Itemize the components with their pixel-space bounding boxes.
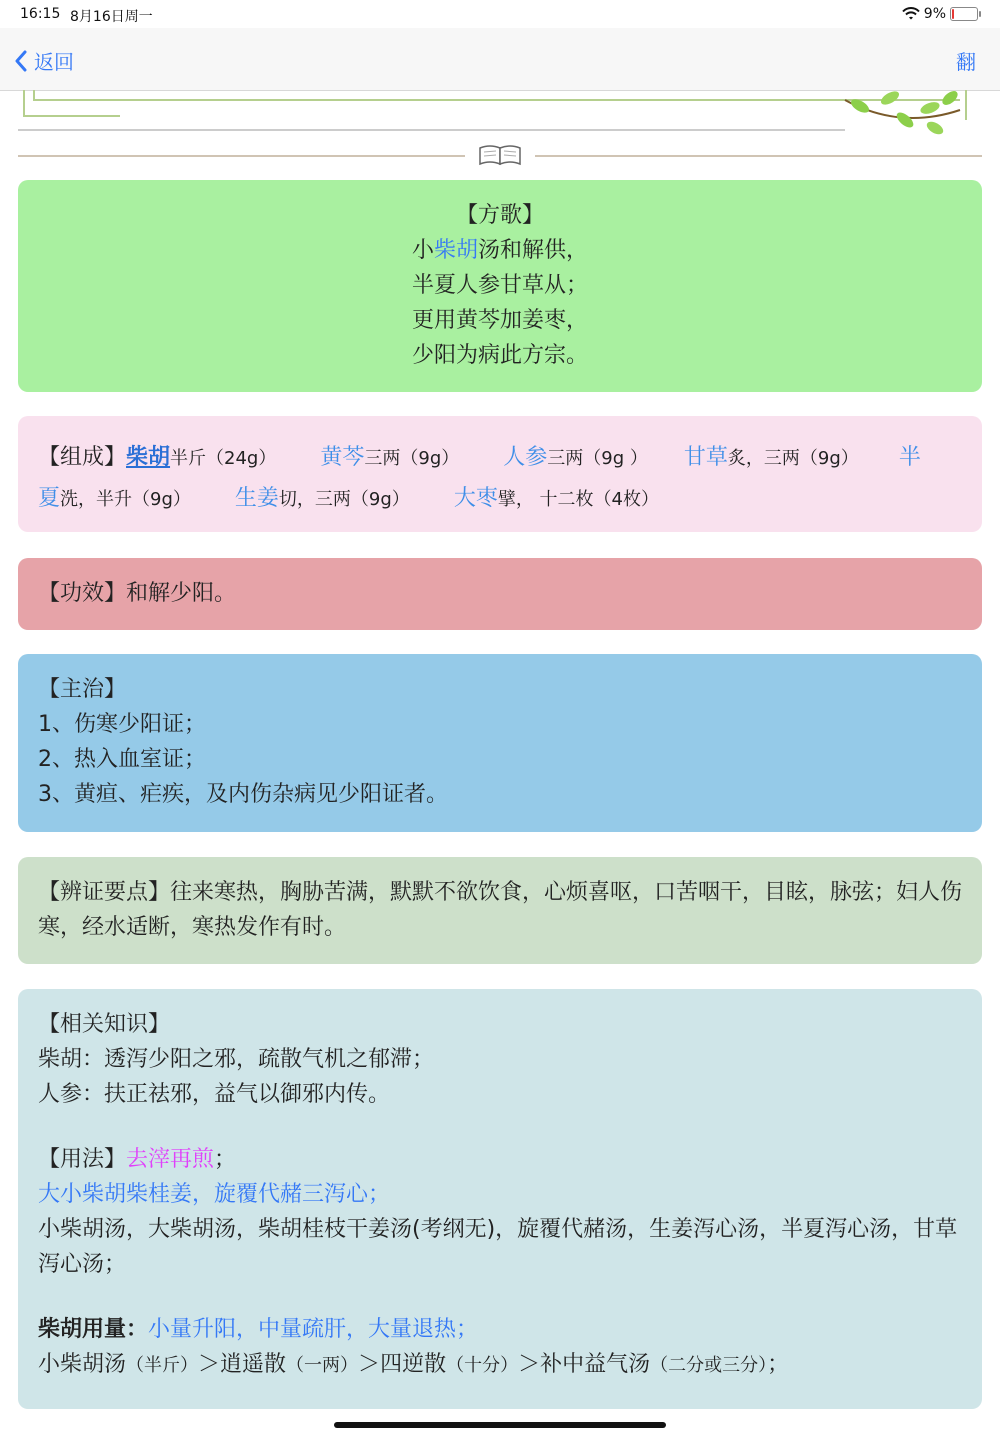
compare-amount: （半斤） — [126, 1355, 199, 1376]
book-icon — [480, 146, 520, 164]
battery-fill — [952, 9, 954, 19]
leaf-branch-icon — [845, 90, 960, 137]
status-indicators — [902, 6, 978, 22]
compare-amount: （二分或三分） — [650, 1355, 768, 1376]
status-bar — [0, 0, 1000, 28]
zhishi-line-2: 人参：扶正祛邪，益气以御邪内传。 — [38, 1082, 391, 1107]
fangge-line-3: 更用黄芩加姜枣， — [411, 308, 588, 333]
herb-link-banxia-part2[interactable]: 夏 — [38, 486, 61, 511]
zucheng-row-2 — [38, 479, 962, 520]
zhuzhi-item: 3、黄疸、疟疾，及内伤杂病见少阳证者。 — [38, 782, 448, 807]
compare-line — [38, 1347, 962, 1383]
fangge-line-2: 半夏人参甘草从； — [411, 273, 588, 298]
herb-dose: 半斤（24g） — [170, 448, 277, 469]
herb-link-renshen[interactable]: 人参 — [503, 445, 548, 470]
translate-button[interactable]: 翻 — [956, 50, 976, 74]
compare-formula: 小柴胡汤 — [38, 1352, 127, 1377]
herb-link-gancao[interactable]: 甘草 — [683, 445, 728, 470]
herb-link-banxia-part1[interactable]: 半 — [898, 445, 921, 470]
compare-amount: （一两） — [286, 1355, 359, 1376]
zhuzhi-item: 2、热入血室证； — [38, 747, 206, 772]
status-time: 16:15 — [20, 6, 61, 22]
back-button[interactable] — [14, 46, 74, 75]
fangge-title: 【方歌】 — [455, 203, 544, 228]
compare-separator: ＞ — [358, 1352, 381, 1377]
zucheng-label: 【组成】 — [38, 445, 127, 470]
zhuzhi-title: 【主治】 — [38, 677, 127, 702]
header-decoration — [0, 90, 1000, 168]
herb-dose: 三两（9g） — [364, 448, 460, 469]
chaihu-link[interactable]: 柴胡 — [433, 238, 478, 263]
herb-dose: 擘， 十二枚（4枚） — [497, 489, 660, 510]
zhuzhi-card — [18, 654, 982, 832]
herb-dose: 洗，半升（9g） — [60, 489, 191, 510]
wifi-icon — [902, 7, 920, 21]
fangge-line-4: 少阳为病此方宗。 — [411, 343, 588, 368]
back-label: 返回 — [34, 50, 74, 74]
chevron-left-icon — [14, 50, 28, 72]
dosage-text: 小量升阳，中量疏肝，大量退热； — [148, 1317, 479, 1342]
gongxiao-card — [18, 558, 982, 630]
usage-line: 【用法】去滓再煎； — [38, 1147, 237, 1172]
home-indicator[interactable] — [334, 1422, 666, 1428]
zhishi-title: 【相关知识】 — [38, 1012, 171, 1037]
herb-link-huangqin[interactable]: 黄芩 — [320, 445, 365, 470]
usage-label: 【用法】 — [38, 1147, 127, 1172]
compare-separator: ＞ — [518, 1352, 541, 1377]
usage-highlight: 去滓再煎 — [126, 1147, 215, 1172]
gongxiao-text: 【功效】和解少阳。 — [38, 581, 237, 606]
dosage-label: 柴胡用量： — [38, 1317, 149, 1342]
nav-bar — [0, 28, 1000, 91]
mnemonic-line: 大小柴胡柴桂姜，旋覆代赭三泻心； — [38, 1182, 391, 1207]
fangge-line-1: 小柴胡汤和解供， — [411, 238, 589, 263]
battery-percent: 9% — [923, 6, 946, 22]
zhuzhi-item: 1、伤寒少阳证； — [38, 712, 206, 737]
compare-formula: 补中益气汤 — [540, 1352, 651, 1377]
herb-dose: 炙，三两（9g） — [727, 448, 859, 469]
dosage-line — [38, 1312, 962, 1347]
zhishi-line-1: 柴胡：透泻少阳之邪，疏散气机之郁滞； — [38, 1047, 435, 1072]
herb-link-shengjiang[interactable]: 生姜 — [234, 486, 279, 511]
compare-formula: 逍遥散 — [220, 1352, 287, 1377]
battery-icon — [950, 7, 978, 21]
bianzheng-text: 【辨证要点】往来寒热，胸胁苦满，默默不欲饮食，心烦喜呕，口苦咽干，目眩，脉弦；妇人伤寒，经水适断，寒热发作有时。 — [38, 880, 963, 940]
zucheng-card — [18, 416, 982, 532]
compare-amount: （十分） — [446, 1355, 519, 1376]
compare-formula: 四逆散 — [380, 1352, 447, 1377]
formulas-line: 小柴胡汤，大柴胡汤，柴胡桂枝干姜汤(考纲无)，旋覆代赭汤，生姜泻心汤，半夏泻心汤，甘草泻心汤； — [38, 1217, 958, 1277]
zucheng-row-1 — [38, 438, 962, 479]
status-date: 8月16日周一 — [70, 9, 153, 25]
compare-separator: ＞ — [198, 1352, 221, 1377]
herb-dose: 三两（9g ） — [547, 448, 648, 469]
herb-dose: 切，三两（9g） — [278, 489, 410, 510]
herb-link-dazao[interactable]: 大枣 — [453, 486, 498, 511]
fangge-card — [18, 180, 982, 392]
bianzheng-card — [18, 857, 982, 964]
zhishi-card — [18, 989, 982, 1409]
herb-link-chaihu[interactable]: 柴胡 — [126, 445, 171, 470]
compare-separator: ； — [767, 1352, 790, 1377]
